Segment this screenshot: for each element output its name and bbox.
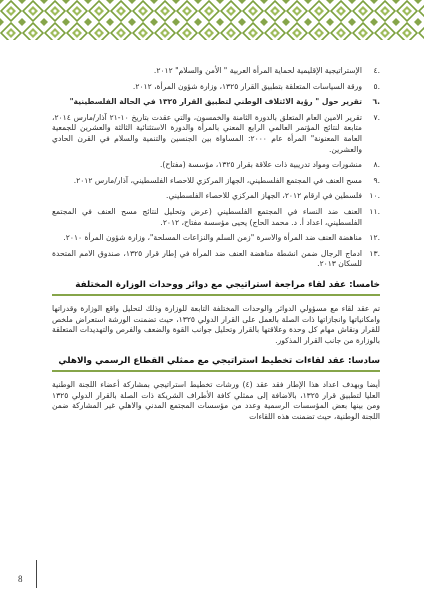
list-text: العنف ضد النساء في المجتمع الفلسطيني (عرض وتحليل لنتائج مسح العنف في المجتمع الفلسطيني، اعداد أ. د. محمد الحاج) يحيى مؤسسة مفتاح، ٢٠١٢.: [52, 206, 362, 227]
list-text: تقرير الامين العام المتعلق بالدورة الثامنة والخمسون، والتي عقدت بتاريخ ١٠-٢١ آذار/مارس ٢٠١٤، متابعة لنتائج المؤتمر العالمي الرابع المعني بالمرأة والدورة الاستثنائية الثالثة والعشرين للجمعية العامة المعنونة" المرأة عام ٢٠٠٠: المساواة بين الجنسين والتنمية والسلام في القرن الحادي والعشرين.: [52, 112, 362, 154]
list-text: مناهضة العنف ضد المرأة والاسرة "زمن السلم والنزاعات المسلحة"، وزارة شؤون المرأة ٢٠١٠.: [63, 233, 362, 243]
list-text: مسح العنف في المجتمع الفلسطيني، الجهاز المركزي للاحصاء الفلسطيني، آذار/مارس ٢٠١٢.: [73, 175, 362, 185]
list-text: ادماج الرجال ضمن انشطة مناهضة العنف ضد المرأة في إطار قرار ١٣٢٥، صندوق الامم المتحدة للسكان ٢٠١٣.: [52, 248, 363, 269]
list-number: .٩: [373, 175, 380, 185]
list-number: .٦: [372, 97, 380, 107]
page-number: 8: [18, 574, 23, 584]
list-item: [52, 191, 380, 202]
decorative-top-border: [0, 0, 424, 44]
list-number: .٥: [373, 81, 380, 91]
list-number: .٨: [373, 160, 380, 170]
list-item: [52, 233, 380, 244]
list-item: [52, 249, 380, 270]
section-paragraph: أيضا وبهدف اعداد هذا الإطار فقد عقد (٤) ورشات تخطيط استراتيجي بمشاركة أعضاء اللجنة الوطنية العليا لتطبيق قرار ١٣٢٥، بالاضافة إلى ممثلي كافة الأطراف الشريكة ذات الصلة بالقرار الدولي ١٣٢٥ ومن بينها بعض المؤسسات الرسمية وعدد من مؤسسات المجتمع المدني والاهلي غير المشاركة ضمن اللجنة الوطنية، حيث تضمنت هذه اللقاءات: [52, 380, 381, 422]
list-item: [52, 82, 380, 93]
section-heading: سادسا: عقد لقاءات تخطيط استراتيجي مع ممثلي القطاع الرسمي والاهلي: [52, 355, 380, 372]
list-item: [52, 113, 380, 155]
list-text: ورقة السياسات المتعلقة بتطبيق القرار ١٣٢٥، وزارة شؤون المرأة، ٢٠١٢.: [132, 81, 362, 91]
list-item: [52, 97, 380, 108]
section-heading: خامسا: عقد لقاء مراجعة استراتيجي مع دوائر ووحدات الوزارة المختلفة: [52, 279, 380, 296]
list-item: [52, 160, 380, 171]
list-text: تقرير حول " رؤية الائتلاف الوطني لتطبيق القرار ١٣٢٥ في الحالة الفلسطينية": [69, 97, 362, 107]
list-text: الإستراتيجية الإقليمية لحماية المرأة العربية " الأمن والسلام" ٢٠١٢.: [153, 66, 362, 75]
list-number: .٤: [373, 66, 380, 75]
list-item: [52, 207, 380, 228]
list-text: فلسطين في ارقام ٢٠١٢، الجهاز المركزي للاحصاء الفلسطيني.: [166, 191, 362, 201]
page-number-rule: [36, 560, 37, 588]
list-number: .١٢: [369, 233, 380, 243]
list-item: [52, 176, 380, 187]
list-number: .١٠: [369, 191, 380, 201]
list-text: منشورات ومواد تدريبية ذات علاقة بقرار ١٣٢٥، مؤسسة (مفتاح).: [159, 160, 362, 170]
list-item: [52, 66, 380, 77]
section-paragraph: تم عقد لقاء مع مسؤولي الدوائر والوحدات المختلفة التابعة للوزارة وذلك لتحليل واقع الوزارة وقدراتها وامكانياتها وانجازاتها ذات الصلة بالعمل على القرار الدولي ١٣٢٥، حيث تضمنت الورشة استعراض ملخص للقرار ونقاش مهام كل وحدة وعلاقتها بالقرار وتحليل جوانب القوة والضعف والفرص والتهديدات المتعلقة بالوزارة من جانب القرار المذكور.: [52, 303, 380, 345]
list-number: .١١: [369, 206, 380, 216]
page-content: [52, 66, 380, 431]
list-number: .١٣: [369, 248, 380, 258]
list-number: .٧: [373, 112, 380, 122]
